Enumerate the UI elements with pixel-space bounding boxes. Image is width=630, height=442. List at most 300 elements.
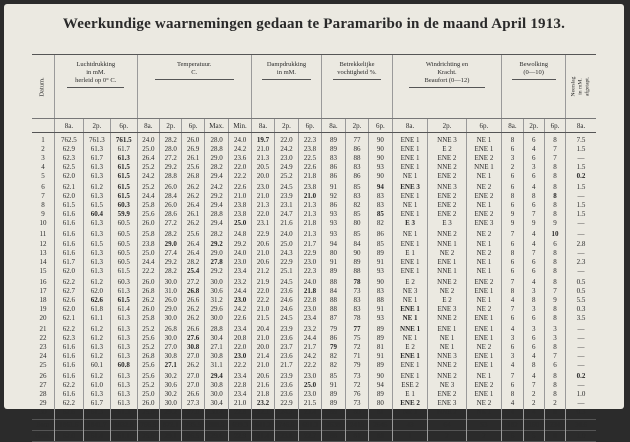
sum-cell: 234 <box>544 420 565 431</box>
row-day: 26 <box>39 372 47 381</box>
table-cell: 60.5 <box>110 258 137 267</box>
table-cell: ENE 2 <box>428 192 466 201</box>
table-cell: 73 <box>345 287 368 296</box>
table-cell: 3 <box>544 325 565 334</box>
table-cell: 24.0 <box>229 249 251 258</box>
table-cell: 7 <box>523 249 544 258</box>
table-cell: 20.0 <box>251 343 274 352</box>
table-cell: 23.6 <box>275 390 298 399</box>
table-row <box>32 145 596 154</box>
table-cell: — <box>566 192 596 201</box>
table-cell: 7 <box>523 381 544 390</box>
table-cell: 26.2 <box>182 219 204 230</box>
table-cell: 21.0 <box>251 305 274 314</box>
table-cell: 24.2 <box>298 352 321 361</box>
table-cell: 3 <box>544 334 565 343</box>
table-cell: 93 <box>369 267 392 278</box>
table-cell: 80 <box>345 219 368 230</box>
table-cell: NE 2 <box>466 230 502 239</box>
subheader-cell: 6p. <box>298 119 321 133</box>
header-neerslag <box>566 55 596 119</box>
table-cell: 62.0 <box>83 287 110 296</box>
table-cell: 26.0 <box>182 133 204 146</box>
table-cell: 30.4 <box>204 408 229 420</box>
table-cell: 79 <box>322 343 345 352</box>
table-cell: 93 <box>369 163 392 172</box>
header-vochtigheid <box>322 55 392 119</box>
table-cell: 23.8 <box>137 240 159 249</box>
table-cell: 22.5 <box>298 154 321 163</box>
row-day: 21 <box>39 324 47 333</box>
table-cell: 93 <box>322 210 345 219</box>
header-neerslag-label <box>571 77 592 97</box>
table-cell: 21.4 <box>251 352 274 361</box>
table-cell: 86 <box>345 145 368 154</box>
table-cell: 81 <box>369 408 392 420</box>
table-cell: 62.6 <box>54 408 83 420</box>
table-cell: 22.2 <box>298 361 321 372</box>
table-cell: 22.0 <box>251 287 274 296</box>
header-rule <box>155 79 234 80</box>
table-cell: 22.2 <box>229 172 251 183</box>
table-cell: 23.8 <box>298 183 321 192</box>
table-cell: 23.6 <box>229 154 251 163</box>
table-cell: 89 <box>369 325 392 334</box>
header-windrichting-title: Windrichting en <box>425 61 469 68</box>
row-day: 28 <box>39 390 47 399</box>
table-cell: 25.8 <box>137 314 159 325</box>
table-cell: 26.0 <box>160 183 182 192</box>
table-cell: 62.9 <box>54 145 83 154</box>
table-cell: 7 <box>502 230 523 239</box>
table-cell: 23.0 <box>229 296 251 305</box>
table-cell: 27.0 <box>160 343 182 352</box>
gem-cell: 88 <box>369 431 392 442</box>
table-row <box>32 361 596 372</box>
row-day: 18 <box>39 295 47 304</box>
table-cell: 8 <box>544 305 565 314</box>
table-cell: 20.6 <box>251 240 274 249</box>
table-cell: 62.7 <box>54 287 83 296</box>
table-cell: 23.4 <box>229 390 251 399</box>
table-cell: 7 <box>502 305 523 314</box>
sum-cell: 2415 <box>345 420 368 431</box>
table-cell: 4 <box>502 399 523 408</box>
table-cell: 61.3 <box>83 230 110 239</box>
table-cell: ENE 1 <box>392 267 428 278</box>
table-cell: 31.2 <box>204 296 229 305</box>
sum-cell: 681.3 <box>298 420 321 431</box>
table-cell: 25.8 <box>137 408 159 420</box>
table-cell: 60.4 <box>83 210 110 219</box>
table-cell: 25.6 <box>182 230 204 239</box>
table-cell: 6 <box>523 314 544 325</box>
table-cell: 21.3 <box>251 154 274 163</box>
table-cell: 27.0 <box>182 408 204 420</box>
subheader-cell: 2p. <box>275 119 298 133</box>
table-row <box>32 278 596 287</box>
table-cell: 29.4 <box>204 201 229 210</box>
header-luchtdrukking-title: Luchtdrukking <box>76 61 116 68</box>
table-row <box>32 172 596 183</box>
table-cell: 23.0 <box>298 390 321 399</box>
table-cell: 21.0 <box>229 192 251 201</box>
table-cell: 8 <box>544 201 565 210</box>
gem-cell: 25.6 <box>137 431 159 442</box>
gem-cell: 1 <box>392 431 428 442</box>
table-cell: 26.9 <box>182 145 204 154</box>
table-cell: 22.8 <box>229 381 251 390</box>
gem-cell: 29.1 <box>160 431 182 442</box>
table-cell: 6 <box>523 154 544 163</box>
table-cell: 8 <box>544 381 565 390</box>
header-vochtigheid-unit: vochtigheid %. <box>337 69 377 76</box>
table-cell: 24.4 <box>229 287 251 296</box>
table-cell: 61.3 <box>83 258 110 267</box>
table-cell: — <box>566 267 596 278</box>
table-cell: 22.6 <box>298 163 321 172</box>
table-cell: 6 <box>523 258 544 267</box>
table-cell: 61.6 <box>54 230 83 239</box>
table-cell: 7 <box>502 372 523 381</box>
table-row <box>32 267 596 278</box>
table-cell: NE 1 <box>466 296 502 305</box>
table-cell: 1.5 <box>566 183 596 192</box>
table-cell: 6 <box>544 240 565 249</box>
table-row <box>32 343 596 352</box>
table-cell: 24.0 <box>229 133 251 146</box>
table-cell: 77 <box>345 133 368 146</box>
table-cell: 60.8 <box>110 361 137 372</box>
header-luchtdrukking-note: herleid op 0° C. <box>75 77 117 84</box>
table-cell: 4 <box>502 296 523 305</box>
table-cell: NNE 2 <box>428 372 466 381</box>
page-title: Weerkundige waarnemingen gedaan te Paramaribo in de maand April 1913. <box>62 16 566 32</box>
header-datum <box>32 55 54 119</box>
table-row <box>32 163 596 172</box>
table-cell: 8 <box>544 372 565 381</box>
table-cell: 62.0 <box>54 192 83 201</box>
table-cell: 5.5 <box>566 296 596 305</box>
table-cell: 30.0 <box>204 314 229 325</box>
header-rule <box>333 79 382 80</box>
table-cell: 24.0 <box>275 230 298 239</box>
table-cell: 26.4 <box>182 240 204 249</box>
table-cell: 61.5 <box>110 267 137 278</box>
table-cell: 21.3 <box>251 201 274 210</box>
table-cell: 27.8 <box>204 258 229 267</box>
table-cell: ENE 1 <box>392 192 428 201</box>
table-cell: 8 <box>544 390 565 399</box>
table-cell: — <box>566 219 596 230</box>
row-day: 3 <box>41 154 45 163</box>
table-cell: 62.0 <box>54 305 83 314</box>
table-cell: 24.0 <box>298 278 321 287</box>
table-cell: 4 <box>523 145 544 154</box>
table-cell: 4 <box>523 372 544 381</box>
table-cell: 22.1 <box>251 408 274 420</box>
table-cell: 61.7 <box>83 399 110 408</box>
row-day: 29 <box>39 399 47 408</box>
table-cell: ENE 2 <box>428 172 466 183</box>
subheader-cell: 8a. <box>322 119 345 133</box>
table-cell: 30.0 <box>160 399 182 408</box>
subheader-cell: 8a. <box>502 119 523 133</box>
table-cell: 61.3 <box>83 145 110 154</box>
table-cell: 85 <box>345 230 368 239</box>
table-cell: 23.0 <box>298 372 321 381</box>
table-cell: 88 <box>322 296 345 305</box>
table-cell: 62.2 <box>54 399 83 408</box>
table-cell: 61.6 <box>54 390 83 399</box>
table-cell: 25.2 <box>137 163 159 172</box>
table-cell: NE 1 <box>466 258 502 267</box>
table-cell: E 3 <box>428 219 466 230</box>
table-cell: 61.3 <box>110 325 137 334</box>
row-day: 20 <box>39 313 47 322</box>
table-cell: 26.6 <box>182 390 204 399</box>
table-cell: ENE 1 <box>392 154 428 163</box>
subheader-cell: 8a. <box>566 119 596 133</box>
table-cell: 61.5 <box>110 163 137 172</box>
table-cell: 22.0 <box>229 163 251 172</box>
table-cell: 23.0 <box>298 305 321 314</box>
table-cell: 73 <box>345 399 368 408</box>
table-cell: 22.2 <box>251 296 274 305</box>
table-cell: 23.8 <box>229 201 251 210</box>
table-cell: 23.4 <box>229 325 251 334</box>
gem-cell: 22.9 <box>229 431 251 442</box>
table-cell: 3 <box>502 154 523 163</box>
header-windrichting <box>392 55 502 119</box>
table-cell: ENE 2 <box>428 201 466 210</box>
table-cell: 6 <box>523 343 544 352</box>
table-cell: 23.2 <box>298 325 321 334</box>
table-cell: 3 <box>523 325 544 334</box>
row-day: 25 <box>39 361 47 370</box>
gem-cell: 26.5 <box>182 431 204 442</box>
table-cell: 21.6 <box>275 219 298 230</box>
table-cell: 24.9 <box>275 163 298 172</box>
table-cell: 29.2 <box>204 240 229 249</box>
table-cell: 62.0 <box>54 267 83 278</box>
table-cell: 91 <box>369 258 392 267</box>
table-row <box>32 372 596 381</box>
table-cell: 62.2 <box>54 278 83 287</box>
sum-cell: 872.1 <box>160 420 182 431</box>
table-cell: 0.5 <box>566 278 596 287</box>
table-row <box>32 325 596 334</box>
table-cell: 26.0 <box>160 201 182 210</box>
table-cell: 61.2 <box>83 278 110 287</box>
table-cell: 26.1 <box>182 210 204 219</box>
table-cell: 21.7 <box>275 361 298 372</box>
table-cell: 23.8 <box>298 145 321 154</box>
table-row <box>32 334 596 343</box>
sum-cell: 2638 <box>322 420 345 431</box>
gem-cell: 61.4 <box>83 431 110 442</box>
table-cell: ENE 1 <box>466 361 502 372</box>
row-day: 30 <box>39 408 47 417</box>
table-row <box>32 296 596 305</box>
table-cell: 24.3 <box>275 408 298 420</box>
gem-cell: 8 <box>544 431 565 442</box>
table-cell: 6 <box>523 334 544 343</box>
table-cell: 8 <box>544 192 565 201</box>
table-cell: 24.6 <box>275 305 298 314</box>
table-cell: 28.8 <box>204 210 229 219</box>
table-cell: 6 <box>502 314 523 325</box>
table-cell: 3 <box>523 287 544 296</box>
table-cell: 4 <box>523 240 544 249</box>
table-cell: 8 <box>544 408 565 420</box>
table-cell: 62.6 <box>54 296 83 305</box>
table-cell: 31.1 <box>204 361 229 372</box>
sum-cell: 795.5 <box>182 420 204 431</box>
table-cell: 6 <box>502 145 523 154</box>
table-cell: 86 <box>345 172 368 183</box>
table-cell: NE 2 <box>466 343 502 352</box>
gem-cell: 29.6 <box>204 431 229 442</box>
table-cell: 61.3 <box>83 343 110 352</box>
table-cell: 22.8 <box>298 296 321 305</box>
table-cell: 83 <box>369 287 392 296</box>
gem-cell: 6 <box>502 431 523 442</box>
table-cell: 6 <box>523 172 544 183</box>
sum-cell: 699.3 <box>229 420 251 431</box>
subheader-cell: 6p. <box>110 119 137 133</box>
table-cell: 24.2 <box>137 172 159 183</box>
table-cell: 28.8 <box>160 172 182 183</box>
table-cell: 89 <box>369 361 392 372</box>
table-cell: 61.5 <box>110 183 137 192</box>
row-day: 6 <box>41 183 45 192</box>
table-cell: NNE 2 <box>428 408 466 420</box>
table-cell: 22.6 <box>229 314 251 325</box>
table-cell: NE 1 <box>428 343 466 352</box>
table-cell: 29.4 <box>204 372 229 381</box>
table-cell: 27.1 <box>204 343 229 352</box>
table-cell: NE 3 <box>428 381 466 390</box>
table-cell: 3 <box>523 305 544 314</box>
table-cell: 23.4 <box>229 267 251 278</box>
table-cell: 23.4 <box>298 408 321 420</box>
table-cell: NNE 2 <box>428 314 466 325</box>
table-cell: 27.2 <box>182 278 204 287</box>
table-cell: 4 <box>502 361 523 372</box>
table-cell: 24.7 <box>275 210 298 219</box>
table-cell: — <box>566 230 596 239</box>
table-cell: 1.0 <box>566 390 596 399</box>
table-cell: 28.8 <box>204 145 229 154</box>
table-cell: 62.3 <box>54 334 83 343</box>
table-cell: NE 1 <box>466 172 502 183</box>
sum-label: Som <box>32 420 54 431</box>
table-cell: 30.6 <box>204 287 229 296</box>
table-body <box>32 133 596 420</box>
gem-cell: 61.1 <box>110 431 137 442</box>
gem-cell: 2 <box>428 431 466 442</box>
table-row <box>32 352 596 361</box>
row-day: 2 <box>41 145 45 154</box>
mean-row <box>32 431 596 442</box>
table-cell: 26.1 <box>182 154 204 163</box>
table-cell: 4 <box>523 183 544 192</box>
table-cell: 6 <box>502 343 523 352</box>
table-cell: 24.0 <box>137 133 159 146</box>
table-cell: 22.6 <box>229 183 251 192</box>
table-cell: 86 <box>369 230 392 239</box>
gem-cell: 23.8 <box>275 431 298 442</box>
table-cell: 24.5 <box>275 278 298 287</box>
table-cell: 61.3 <box>110 381 137 390</box>
table-cell: 0.5 <box>566 287 596 296</box>
table-cell: 1.5 <box>566 210 596 219</box>
subheader-cell: Max. <box>204 119 229 133</box>
table-cell: ENE 1 <box>466 325 502 334</box>
table-cell: 61.3 <box>110 343 137 352</box>
row-day: 10 <box>39 219 47 228</box>
table-cell: 8 <box>544 133 565 146</box>
table-cell: 23.9 <box>275 372 298 381</box>
table-cell: — <box>566 361 596 372</box>
subheader-cell: 8a. <box>251 119 274 133</box>
subheader-cell: 2p. <box>523 119 544 133</box>
row-day: 14 <box>39 257 47 266</box>
table-cell: 29.2 <box>160 258 182 267</box>
table-cell: 22.3 <box>298 267 321 278</box>
table-cell: 20.8 <box>229 334 251 343</box>
table-cell: 61.2 <box>83 183 110 192</box>
header-rule <box>67 87 124 88</box>
table-cell: 88 <box>322 305 345 314</box>
table-cell: 27.1 <box>160 361 182 372</box>
table-cell: 79 <box>345 361 368 372</box>
table-cell: NE 1 <box>466 240 502 249</box>
table-cell: 28.2 <box>182 258 204 267</box>
table-cell: 28.6 <box>160 210 182 219</box>
table-cell: 30.6 <box>160 381 182 390</box>
table-cell: 23.0 <box>298 258 321 267</box>
table-cell: NE 1 <box>392 201 428 210</box>
sum-cell: 746.5 <box>275 420 298 431</box>
table-cell: 26.8 <box>137 352 159 361</box>
table-cell: 8 <box>544 278 565 287</box>
table-cell: 3 <box>502 352 523 361</box>
header-dampdrukking-title: Dampdrukking <box>266 61 307 68</box>
subheader-cell: 8a. <box>392 119 428 133</box>
table-row <box>32 287 596 296</box>
table-cell: ENE 1 <box>392 163 428 172</box>
table-cell: ENE 1 <box>466 390 502 399</box>
table-cell: ENE 2 <box>466 381 502 390</box>
row-day: 1 <box>41 136 45 144</box>
table-cell: 22.9 <box>275 258 298 267</box>
table-cell: 8 <box>523 192 544 201</box>
table-cell: E 2 <box>392 343 428 352</box>
table-cell: 6 <box>502 258 523 267</box>
table-row <box>32 133 596 146</box>
table-cell: 1.5 <box>566 145 596 154</box>
table-cell: 78 <box>345 314 368 325</box>
sum-cell: 888.5 <box>204 420 229 431</box>
row-day: 4 <box>41 163 45 172</box>
table-cell: 22.0 <box>251 210 274 219</box>
table-cell: 61.7 <box>83 154 110 163</box>
table-cell: ENE 1 <box>392 240 428 249</box>
table-cell: 86 <box>322 172 345 183</box>
table-cell: 61.6 <box>54 352 83 361</box>
